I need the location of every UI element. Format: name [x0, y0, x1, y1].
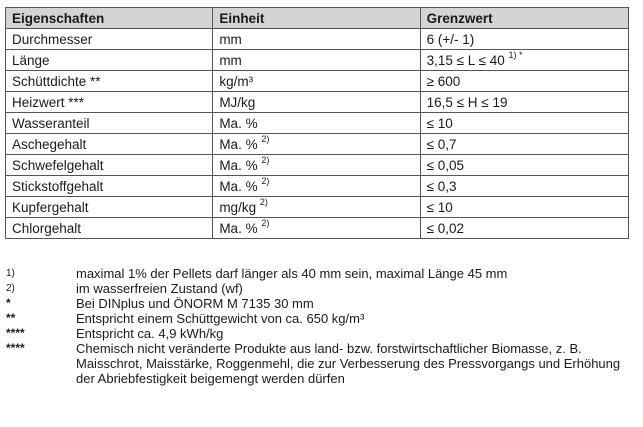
table-row	[6, 50, 629, 71]
cell-limit	[420, 197, 628, 218]
cell-unit	[213, 71, 420, 92]
footnote-item	[5, 296, 635, 311]
cell-property-text: Heizwert ***	[12, 94, 85, 110]
footnote-mark: *	[6, 296, 11, 310]
footnote-item	[5, 326, 635, 341]
table-row	[6, 134, 629, 155]
cell-limit	[420, 218, 628, 239]
cell-property	[6, 197, 213, 218]
cell-limit	[420, 176, 628, 197]
cell-unit-text: MJ/kg	[219, 94, 256, 110]
cell-property-text: Durchmesser	[12, 31, 93, 47]
cell-property-text: Länge	[12, 52, 50, 68]
table-row	[6, 218, 629, 239]
cell-unit-text: Ma. %	[219, 115, 258, 131]
cell-unit	[213, 50, 420, 71]
cell-unit-footnote-ref: 2)	[261, 134, 270, 144]
cell-limit-text: ≤ 10	[426, 115, 453, 131]
cell-limit-text: 6 (+/- 1)	[426, 31, 475, 47]
header-eigenschaften: Eigenschaften	[6, 8, 213, 29]
table-row	[6, 71, 629, 92]
footnote-item	[5, 341, 635, 386]
cell-limit-text: ≤ 0,7	[426, 136, 457, 152]
cell-property	[6, 155, 213, 176]
footnote-mark: 1)	[6, 268, 15, 279]
header-einheit: Einheit	[213, 8, 420, 29]
cell-unit-footnote-ref: 2)	[261, 176, 270, 186]
footnote-text: Entspricht einem Schüttgewicht von ca. 650 kg/m³	[76, 311, 365, 326]
cell-property	[6, 176, 213, 197]
cell-property	[6, 134, 213, 155]
footnote-mark: 2)	[6, 283, 15, 294]
cell-unit-text: mm	[219, 52, 242, 68]
cell-limit-text: ≤ 0,05	[426, 157, 465, 173]
footnote-text: Chemisch nicht veränderte Produkte aus land- bzw. forstwirtschaftlicher Biomasse, z. B. Maisschrot, Maisstärke, Roggenmehl, die zur Verbesserung des Pressvorgangs und Erhöhung der Abriebfestigkeit beigemengt werden dürfen	[76, 341, 621, 386]
cell-property	[6, 113, 213, 134]
cell-unit	[213, 155, 420, 176]
cell-property-text: Wasseranteil	[12, 115, 90, 131]
cell-unit	[213, 29, 420, 50]
footnote-item	[5, 281, 635, 296]
cell-property	[6, 29, 213, 50]
cell-unit	[213, 176, 420, 197]
table-header-row	[6, 8, 629, 29]
footnote-text: Bei DINplus und ÖNORM M 7135 30 mm	[76, 296, 314, 311]
cell-unit	[213, 113, 420, 134]
footnote-mark: ****	[6, 326, 25, 340]
cell-limit	[420, 71, 628, 92]
cell-unit-text: Ma. %	[219, 157, 258, 173]
cell-limit	[420, 50, 628, 71]
cell-property	[6, 92, 213, 113]
cell-unit	[213, 197, 420, 218]
cell-unit-text: mm	[219, 31, 242, 47]
cell-limit-text: 3,15 ≤ L ≤ 40	[426, 52, 505, 68]
cell-limit-text: ≥ 600	[426, 73, 461, 89]
footnote-text: maximal 1% der Pellets darf länger als 40 mm sein, maximal Länge 45 mm	[76, 266, 508, 281]
pellet-spec-table	[5, 7, 629, 239]
cell-property-text: Kupfergehalt	[12, 199, 89, 215]
table-row	[6, 197, 629, 218]
header-grenzwert: Grenzwert	[420, 8, 628, 29]
cell-limit	[420, 29, 628, 50]
table-row	[6, 176, 629, 197]
cell-limit-text: 16,5 ≤ H ≤ 19	[426, 94, 508, 110]
cell-unit	[213, 134, 420, 155]
cell-unit-footnote-ref: 2)	[261, 218, 270, 228]
footnote-text: Entspricht ca. 4,9 kWh/kg	[76, 326, 224, 341]
table-row	[6, 92, 629, 113]
cell-property	[6, 218, 213, 239]
cell-unit-text: mg/kg	[219, 199, 257, 215]
cell-property-text: Schüttdichte **	[12, 73, 101, 89]
cell-unit-footnote-ref: 2)	[261, 155, 270, 165]
table-row	[6, 155, 629, 176]
cell-limit	[420, 113, 628, 134]
cell-property	[6, 71, 213, 92]
table-row	[6, 29, 629, 50]
cell-property	[6, 50, 213, 71]
cell-limit-footnote-ref: 1) *	[508, 50, 523, 60]
cell-unit-footnote-ref: 2)	[259, 197, 268, 207]
cell-unit-text: Ma. %	[219, 220, 258, 236]
cell-property-text: Chlorgehalt	[12, 220, 82, 236]
cell-limit-text: ≤ 0,02	[426, 220, 465, 236]
footnote-text: im wasserfreien Zustand (wf)	[76, 281, 243, 296]
cell-property-text: Stickstoffgehalt	[12, 178, 104, 194]
cell-unit-text: Ma. %	[219, 178, 258, 194]
table-row	[6, 113, 629, 134]
cell-limit	[420, 155, 628, 176]
cell-limit	[420, 134, 628, 155]
cell-unit-text: kg/m³	[219, 73, 254, 89]
cell-property-text: Aschegehalt	[12, 136, 87, 152]
cell-unit	[213, 218, 420, 239]
footnote-item	[5, 266, 635, 281]
cell-limit-text: ≤ 0,3	[426, 178, 457, 194]
footnote-mark: ****	[6, 341, 25, 355]
cell-unit	[213, 92, 420, 113]
footnotes	[5, 266, 635, 386]
cell-limit-text: ≤ 10	[426, 199, 453, 215]
footnote-item	[5, 311, 635, 326]
cell-property-text: Schwefelgehalt	[12, 157, 104, 173]
footnote-mark: **	[6, 311, 16, 325]
cell-unit-text: Ma. %	[219, 136, 258, 152]
cell-limit	[420, 92, 628, 113]
